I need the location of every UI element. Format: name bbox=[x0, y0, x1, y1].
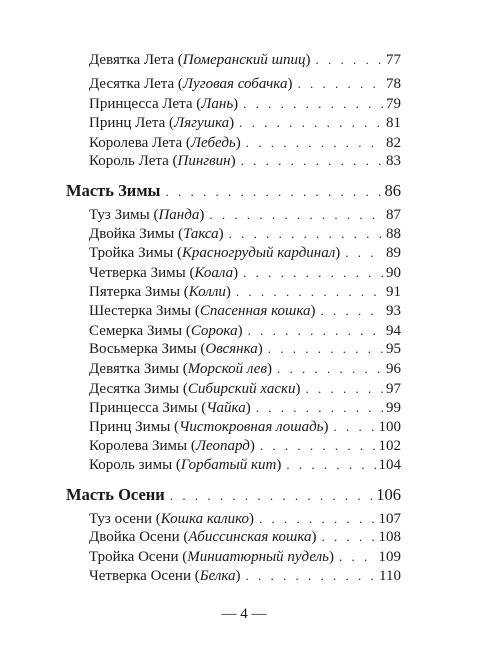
dot-leader bbox=[246, 134, 383, 152]
dot-leader bbox=[243, 264, 383, 282]
toc-section-row bbox=[66, 486, 401, 504]
entry-name: Девятка Лета bbox=[89, 52, 175, 68]
entry-title: Принц Лета (Лягушка) bbox=[89, 115, 235, 131]
dot-leader bbox=[246, 567, 377, 585]
dot-leader bbox=[229, 225, 383, 243]
entry-title: Принц Зимы (Чистокровная лошадь) bbox=[89, 419, 329, 435]
entry-name: Десятка Лета bbox=[89, 76, 175, 92]
toc-entry-row bbox=[89, 437, 401, 455]
entry-title: Королева Зимы (Леопард) bbox=[89, 438, 255, 454]
entry-title: Принцесса Зимы (Чайка) bbox=[89, 400, 251, 416]
entry-animal: Такса bbox=[183, 226, 219, 242]
dot-leader bbox=[248, 322, 383, 340]
toc-entry-row bbox=[89, 322, 401, 340]
dot-leader bbox=[334, 418, 376, 436]
dot-leader bbox=[256, 399, 383, 417]
toc-entry-row bbox=[89, 206, 401, 224]
entry-animal: Лань bbox=[201, 96, 234, 112]
entry-name: Десятка Зимы bbox=[89, 381, 180, 397]
entry-animal: Спасенная кошка bbox=[199, 303, 311, 319]
toc-entry-row bbox=[89, 528, 401, 546]
entry-animal: Чистокровная лошадь bbox=[179, 419, 324, 435]
entry-name: Король зимы bbox=[89, 457, 173, 473]
dot-leader bbox=[286, 456, 375, 474]
entry-name: Король Лета bbox=[89, 153, 169, 169]
toc-entry-row bbox=[89, 456, 401, 474]
dot-leader bbox=[239, 114, 383, 132]
entry-title: Шестерка Зимы (Спасенная кошка) bbox=[89, 303, 316, 319]
dot-leader bbox=[345, 244, 383, 262]
dot-leader bbox=[260, 437, 376, 455]
entry-title: Девятка Зимы (Морской лев) bbox=[89, 361, 272, 377]
entry-animal: Леопард bbox=[195, 438, 250, 454]
dot-leader bbox=[339, 548, 376, 566]
entry-animal: Коала bbox=[194, 265, 234, 281]
page-number: 109 bbox=[378, 549, 401, 565]
entry-title: Пятерка Зимы (Колли) bbox=[89, 284, 231, 300]
entry-name: Принцесса Зимы bbox=[89, 400, 198, 416]
entry-title: Двойка Осени (Абиссинская кошка) bbox=[89, 529, 317, 545]
entry-name: Двойка Осени bbox=[89, 529, 180, 545]
entry-animal: Лягушка bbox=[174, 115, 230, 131]
entry-name: Девятка Зимы bbox=[89, 361, 179, 377]
toc-entry-row bbox=[89, 510, 401, 528]
page-number: 104 bbox=[378, 457, 401, 473]
toc-entry-row bbox=[89, 152, 401, 170]
toc-entry-row bbox=[89, 114, 401, 132]
toc-section-row bbox=[66, 182, 401, 200]
entry-title: Королева Лета (Лебедь) bbox=[89, 135, 241, 151]
dot-leader bbox=[241, 152, 383, 170]
toc-entry-row bbox=[89, 360, 401, 378]
page-number: 107 bbox=[378, 511, 401, 527]
toc-entry-row bbox=[89, 399, 401, 417]
page-number: 95 bbox=[386, 341, 401, 357]
entry-title: Четверка Осени (Белка) bbox=[89, 568, 241, 584]
page-number: 88 bbox=[386, 226, 401, 242]
dot-leader bbox=[170, 487, 373, 505]
page-number: 81 bbox=[386, 115, 401, 131]
entry-animal: Красногрудый кардинал bbox=[181, 245, 336, 261]
entry-title: Тройка Зимы (Красногрудый кардинал) bbox=[89, 245, 341, 261]
toc-entry-row bbox=[89, 264, 401, 282]
entry-title: Четверка Зимы (Коала) bbox=[89, 265, 239, 281]
entry-title: Десятка Лета (Луговая собачка) bbox=[89, 76, 293, 92]
entry-name: Тройка Зимы bbox=[89, 245, 174, 261]
toc-entry-row bbox=[89, 567, 401, 585]
toc-entry-row bbox=[89, 302, 401, 320]
toc-entry-row bbox=[89, 134, 401, 152]
page-number-footer: — 4 — bbox=[221, 606, 267, 622]
page-number: 77 bbox=[386, 52, 401, 68]
page-number: 93 bbox=[386, 303, 401, 319]
entry-name: Туз осени bbox=[89, 511, 153, 527]
entry-title: Девятка Лета (Померанский шпиц) bbox=[89, 52, 311, 68]
page-number: 102 bbox=[378, 438, 401, 454]
toc-entry-row bbox=[89, 380, 401, 398]
entry-title: Принцесса Лета (Лань) bbox=[89, 96, 239, 112]
page-number: 96 bbox=[386, 361, 401, 377]
entry-title: Восьмерка Зимы (Овсянка) bbox=[89, 341, 263, 357]
entry-name: Масть Зимы bbox=[66, 181, 161, 200]
page-number: 89 bbox=[386, 245, 401, 261]
entry-name: Восьмерка Зимы bbox=[89, 341, 197, 357]
page-number: 82 bbox=[386, 135, 401, 151]
dot-leader bbox=[297, 75, 383, 93]
entry-name: Четверка Зимы bbox=[89, 265, 186, 281]
toc-entry-row bbox=[89, 225, 401, 243]
entry-animal: Луговая собачка bbox=[182, 76, 288, 92]
entry-name: Тройка Осени bbox=[89, 549, 179, 565]
entry-name: Шестерка Зимы bbox=[89, 303, 192, 319]
dot-leader bbox=[322, 528, 376, 546]
entry-animal: Миниатюрный пудель bbox=[187, 549, 329, 565]
page-number: 87 bbox=[386, 207, 401, 223]
entry-name: Пятерка Зимы bbox=[89, 284, 181, 300]
section-title bbox=[66, 182, 160, 200]
entry-animal: Чайка bbox=[206, 400, 246, 416]
dot-leader bbox=[268, 340, 383, 358]
entry-name: Семерка Зимы bbox=[89, 323, 183, 339]
toc-entry-row bbox=[89, 548, 401, 566]
dot-leader bbox=[243, 95, 383, 113]
page-number: 106 bbox=[376, 485, 401, 504]
entry-title: Десятка Зимы (Сибирский хаски) bbox=[89, 381, 301, 397]
page-number: 78 bbox=[386, 76, 401, 92]
dot-leader bbox=[321, 302, 383, 320]
entry-name: Принцесса Лета bbox=[89, 96, 193, 112]
entry-animal: Овсянка bbox=[205, 341, 258, 357]
page-number: 100 bbox=[378, 419, 401, 435]
dot-leader bbox=[209, 206, 383, 224]
entry-animal: Колли bbox=[188, 284, 226, 300]
page-number: 99 bbox=[386, 400, 401, 416]
dot-leader bbox=[306, 380, 384, 398]
entry-animal: Кошка калико bbox=[160, 511, 250, 527]
entry-name: Королева Зимы bbox=[89, 438, 188, 454]
page-number: 110 bbox=[379, 568, 401, 584]
entry-animal: Абиссинская кошка bbox=[188, 529, 312, 545]
toc-entry-row bbox=[89, 244, 401, 262]
entry-name: Двойка Зимы bbox=[89, 226, 175, 242]
dot-leader bbox=[277, 360, 383, 378]
page-number: 79 bbox=[386, 96, 401, 112]
page-number: 97 bbox=[386, 381, 401, 397]
entry-title: Тройка Осени (Миниатюрный пудель) bbox=[89, 549, 334, 565]
entry-animal: Панда bbox=[158, 207, 200, 223]
entry-animal: Померанский шпиц bbox=[182, 52, 306, 68]
entry-name: Королева Лета bbox=[89, 135, 183, 151]
entry-animal: Морской лев bbox=[187, 361, 267, 377]
entry-name: Четверка Осени bbox=[89, 568, 191, 584]
page-number: 86 bbox=[384, 181, 401, 200]
entry-animal: Горбатый кит bbox=[180, 457, 277, 473]
toc-entry-row bbox=[89, 283, 401, 301]
entry-title: Двойка Зимы (Такса) bbox=[89, 226, 224, 242]
page-number: 94 bbox=[386, 323, 401, 339]
page-number: 90 bbox=[386, 265, 401, 281]
dot-leader bbox=[165, 183, 381, 201]
entry-name: Масть Осени bbox=[66, 485, 165, 504]
entry-title: Король Лета (Пингвин) bbox=[89, 153, 236, 169]
entry-animal: Сорока bbox=[190, 323, 238, 339]
toc-entry-row bbox=[89, 340, 401, 358]
dot-leader bbox=[236, 283, 383, 301]
entry-animal: Пингвин bbox=[177, 153, 231, 169]
entry-name: Принц Зимы bbox=[89, 419, 171, 435]
entry-title: Туз Зимы (Панда) bbox=[89, 207, 205, 223]
entry-animal: Сибирский хаски bbox=[187, 381, 296, 397]
page-number: 91 bbox=[386, 284, 401, 300]
toc-entry-row bbox=[89, 75, 401, 93]
dot-leader bbox=[259, 510, 375, 528]
page-number: 83 bbox=[386, 153, 401, 169]
entry-animal: Лебедь bbox=[190, 135, 236, 151]
entry-title: Семерка Зимы (Сорока) bbox=[89, 323, 243, 339]
toc-entry-row bbox=[89, 51, 401, 69]
toc-entry-row bbox=[89, 95, 401, 113]
toc-entry-row bbox=[89, 418, 401, 436]
entry-title: Король зимы (Горбатый кит) bbox=[89, 457, 282, 473]
entry-animal: Белка bbox=[199, 568, 236, 584]
entry-title: Туз осени (Кошка калико) bbox=[89, 511, 255, 527]
section-title bbox=[66, 486, 165, 504]
page-number: 108 bbox=[378, 529, 401, 545]
entry-name: Принц Лета bbox=[89, 115, 166, 131]
entry-name: Туз Зимы bbox=[89, 207, 150, 223]
dot-leader bbox=[315, 51, 383, 69]
